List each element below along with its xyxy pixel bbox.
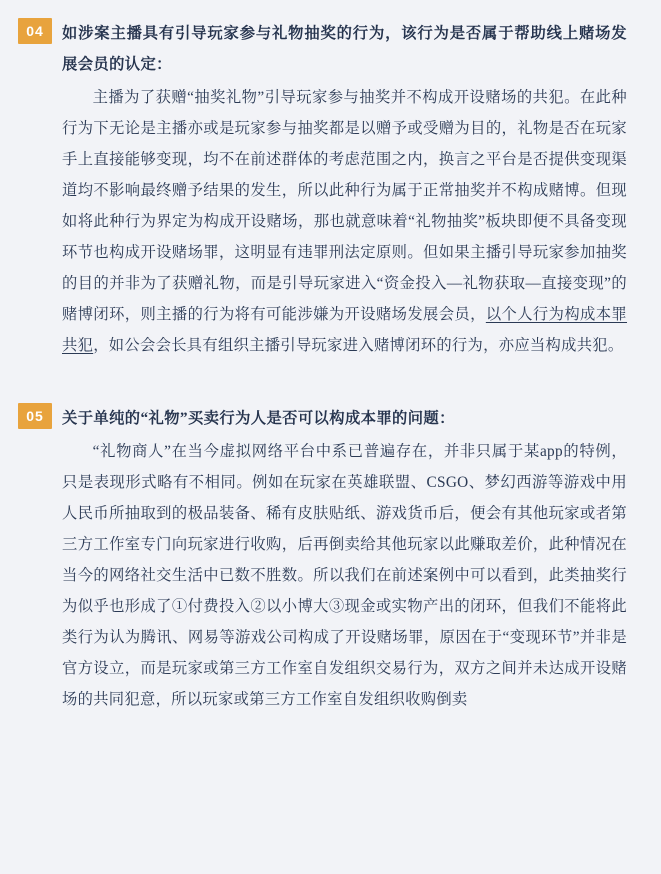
document-section-05 xyxy=(18,403,633,715)
section-heading-05: 关于单纯的“礼物”买卖行为人是否可以构成本罪的问题： xyxy=(62,410,455,427)
section-paragraph-05: “礼物商人”在当今虚拟网络平台中系已普遍存在，并非只属于某app的特例，只是表现形式略有不相同。例如在玩家在英雄联盟、CSGO、梦幻西游等游戏中用人民币所抽取到的极品装备、稀有皮肤贴纸、游戏货币后，便会有其他玩家或者第三方工作室专门向玩家进行收购，后再倒卖给其他玩家以此赚取差价，此种情况在当今的网络社交生活中已数不胜数。所以我们在前述案例中可以看到，此类抽奖行为似乎也形成了①付费投入②以小博大③现金或实物产出的闭环，但我们不能将此类行为认为腾讯、网易等游戏公司构成了开设赌场罪，原因在于“变现环节”并非是官方设立，而是玩家或第三方工作室自发组织交易行为，双方之间并未达成开设赌场的共同犯意，所以玩家或第三方工作室自发组织收购倒卖 xyxy=(62,443,627,708)
paragraph-lead-text: 主播为了获赠“抽奖礼物”引导玩家参与抽奖并不构成开设赌场的共犯。在此种行为下无论是主播亦或是玩家参与抽奖都是以赠予或受赠为目的，礼物是否在玩家手上直接能够变现，均不在前述群体的考虑范围之内，换言之平台是否提供变现渠道均不影响最终赠予结果的发生，所以此种行为属于正常抽奖并不构成赌博。但现如将此种行为界定为构成开设赌场，那也就意味着“礼物抽奖”板块即便不具备变现环节也构成开设赌场罪，这明显有违罪刑法定原则。但如果主播引导玩家参加抽奖的目的并非为了获赠礼物，而是引导玩家进入“资金投入—礼物获取—直接变现”的赌博闭环，则主播的行为将有可能涉嫌为开设赌场发展会员， xyxy=(62,89,627,323)
section-divider-space xyxy=(18,371,633,389)
section-body-04 xyxy=(62,18,633,361)
section-marker-04: 04 xyxy=(18,18,52,44)
section-marker-05: 05 xyxy=(18,403,52,429)
section-paragraph-04 xyxy=(62,82,627,361)
section-body-05 xyxy=(62,403,633,715)
document-section-04 xyxy=(18,18,633,361)
paragraph-underlined-text: 以个人行为构成本罪共犯 xyxy=(62,306,628,354)
paragraph-tail-text: ，如公会会长具有组织主播引导玩家进入赌博闭环的行为，亦应当构成共犯。 xyxy=(93,337,624,354)
section-heading-04: 如涉案主播具有引导玩家参与礼物抽奖的行为，该行为是否属于帮助线上赌场发展会员的认定： xyxy=(62,25,627,73)
